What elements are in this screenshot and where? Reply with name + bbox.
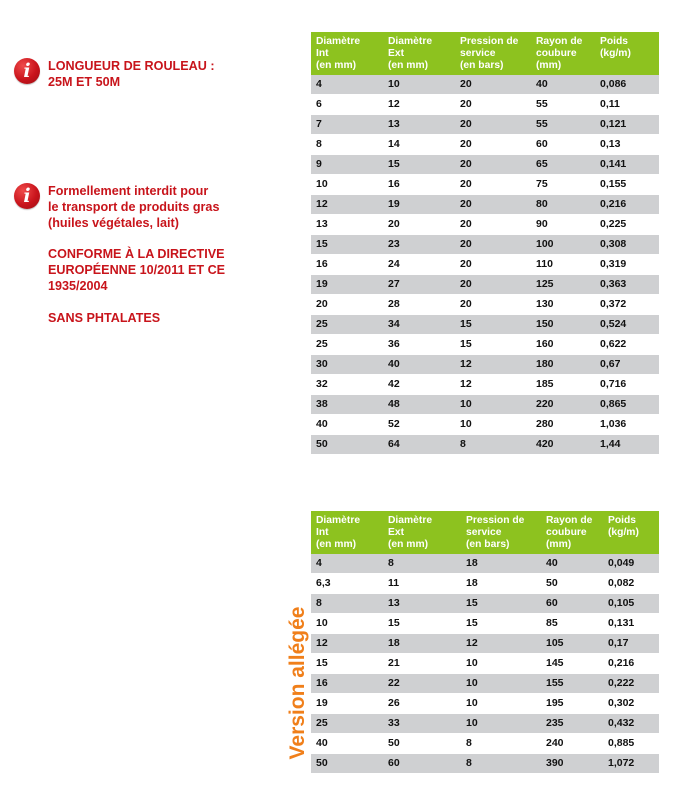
table-cell: 21 bbox=[383, 654, 461, 674]
table-cell: 0,302 bbox=[603, 694, 659, 714]
table-row bbox=[311, 155, 659, 175]
table-cell: 28 bbox=[383, 295, 455, 315]
spec-table-light bbox=[311, 511, 659, 774]
table-cell: 55 bbox=[531, 115, 595, 135]
table-cell: 20 bbox=[455, 95, 531, 115]
table-cell: 0,716 bbox=[595, 375, 659, 395]
column-header-line: (en bars) bbox=[466, 539, 510, 550]
table-row bbox=[311, 195, 659, 215]
column-header bbox=[461, 511, 541, 554]
table-cell: 130 bbox=[531, 295, 595, 315]
column-header bbox=[455, 32, 531, 75]
column-header-line: Int bbox=[316, 48, 329, 59]
table-cell: 150 bbox=[531, 315, 595, 335]
column-header-line: Pression de bbox=[460, 36, 519, 47]
table-cell: 15 bbox=[311, 654, 383, 674]
column-header-line: Rayon de bbox=[536, 36, 583, 47]
table-row bbox=[311, 135, 659, 155]
table-cell: 180 bbox=[531, 355, 595, 375]
column-header bbox=[531, 32, 595, 75]
column-header bbox=[311, 511, 383, 554]
table-cell: 0,67 bbox=[595, 355, 659, 375]
table-cell: 8 bbox=[461, 734, 541, 754]
table-row bbox=[311, 295, 659, 315]
table-cell: 0,121 bbox=[595, 115, 659, 135]
table-cell: 25 bbox=[311, 335, 383, 355]
column-header bbox=[311, 32, 383, 75]
table-cell: 12 bbox=[383, 95, 455, 115]
table-cell: 0,865 bbox=[595, 395, 659, 415]
table-cell: 55 bbox=[531, 95, 595, 115]
table-cell: 19 bbox=[311, 694, 383, 714]
table-row bbox=[311, 115, 659, 135]
table-cell: 0,216 bbox=[595, 195, 659, 215]
header-row bbox=[311, 511, 659, 554]
table-cell: 195 bbox=[541, 694, 603, 714]
table-cell: 48 bbox=[383, 395, 455, 415]
table-cell: 16 bbox=[311, 674, 383, 694]
directive-line-3: 1935/2004 bbox=[48, 279, 108, 293]
table-cell: 1,44 bbox=[595, 435, 659, 455]
table-cell: 15 bbox=[461, 594, 541, 614]
table-cell: 18 bbox=[383, 634, 461, 654]
column-header-line: Ext bbox=[388, 527, 405, 538]
table-cell: 12 bbox=[455, 355, 531, 375]
forbidden-line-1: Formellement interdit pour bbox=[48, 184, 209, 198]
table-cell: 36 bbox=[383, 335, 455, 355]
table-cell: 0,524 bbox=[595, 315, 659, 335]
table-cell: 0,13 bbox=[595, 135, 659, 155]
table-cell: 25 bbox=[311, 714, 383, 734]
table-body bbox=[311, 75, 659, 455]
table-row bbox=[311, 375, 659, 395]
table-cell: 20 bbox=[455, 215, 531, 235]
column-header-line: Poids bbox=[600, 36, 629, 47]
table-cell: 15 bbox=[383, 155, 455, 175]
table-cell: 40 bbox=[311, 734, 383, 754]
table-cell: 12 bbox=[461, 634, 541, 654]
table-cell: 50 bbox=[311, 754, 383, 774]
table-cell: 19 bbox=[311, 275, 383, 295]
table-cell: 38 bbox=[311, 395, 383, 415]
table-cell: 6,3 bbox=[311, 574, 383, 594]
table-cell: 60 bbox=[541, 594, 603, 614]
directive-line-2: EUROPÉENNE 10/2011 ET CE bbox=[48, 263, 226, 277]
table-cell: 240 bbox=[541, 734, 603, 754]
table-cell: 0,11 bbox=[595, 95, 659, 115]
table-cell: 30 bbox=[311, 355, 383, 375]
column-header-line: (mm) bbox=[546, 539, 572, 550]
table-cell: 0,086 bbox=[595, 75, 659, 95]
table-cell: 0,319 bbox=[595, 255, 659, 275]
column-header-line: Diamètre bbox=[388, 515, 433, 526]
table-row bbox=[311, 754, 659, 774]
roll-length-line-1: LONGUEUR DE ROULEAU : bbox=[48, 59, 215, 73]
table-cell: 52 bbox=[383, 415, 455, 435]
column-header bbox=[541, 511, 603, 554]
table-body bbox=[311, 554, 659, 774]
table-cell: 10 bbox=[461, 674, 541, 694]
table-cell: 20 bbox=[383, 215, 455, 235]
table-cell: 42 bbox=[383, 375, 455, 395]
table-cell: 20 bbox=[455, 195, 531, 215]
table-row bbox=[311, 75, 659, 95]
table-header bbox=[311, 511, 659, 554]
table-cell: 8 bbox=[311, 594, 383, 614]
column-header-line: Ext bbox=[388, 48, 405, 59]
column-header-line: Rayon de bbox=[546, 515, 593, 526]
table-row bbox=[311, 554, 659, 574]
table-cell: 33 bbox=[383, 714, 461, 734]
table-row bbox=[311, 215, 659, 235]
table-cell: 0,372 bbox=[595, 295, 659, 315]
table-cell: 4 bbox=[311, 75, 383, 95]
column-header-line: service bbox=[466, 527, 502, 538]
table-cell: 20 bbox=[455, 275, 531, 295]
table-cell: 8 bbox=[455, 435, 531, 455]
column-header-line: (kg/m) bbox=[600, 48, 631, 59]
table-cell: 20 bbox=[455, 295, 531, 315]
table-cell: 10 bbox=[455, 415, 531, 435]
version-label: Version allégée bbox=[286, 606, 309, 760]
table-cell: 24 bbox=[383, 255, 455, 275]
table-row bbox=[311, 175, 659, 195]
table-cell: 75 bbox=[531, 175, 595, 195]
table-cell: 20 bbox=[455, 155, 531, 175]
column-header-line: (en mm) bbox=[316, 60, 357, 71]
table-cell: 18 bbox=[461, 574, 541, 594]
table-cell: 22 bbox=[383, 674, 461, 694]
table-cell: 0,222 bbox=[603, 674, 659, 694]
info-icon: i bbox=[14, 183, 40, 209]
column-header-line: (en mm) bbox=[316, 539, 357, 550]
table-cell: 85 bbox=[541, 614, 603, 634]
directive-line-1: CONFORME À LA DIRECTIVE bbox=[48, 247, 225, 261]
table-cell: 18 bbox=[461, 554, 541, 574]
table-cell: 110 bbox=[531, 255, 595, 275]
table-cell: 40 bbox=[311, 415, 383, 435]
table-row bbox=[311, 574, 659, 594]
note-usage-text bbox=[48, 183, 288, 326]
table-cell: 10 bbox=[461, 714, 541, 734]
column-header bbox=[603, 511, 659, 554]
column-header bbox=[383, 32, 455, 75]
table-cell: 65 bbox=[531, 155, 595, 175]
table-cell: 0,141 bbox=[595, 155, 659, 175]
table-cell: 390 bbox=[541, 754, 603, 774]
table-cell: 125 bbox=[531, 275, 595, 295]
table-cell: 0,17 bbox=[603, 634, 659, 654]
column-header bbox=[383, 511, 461, 554]
table-cell: 13 bbox=[383, 594, 461, 614]
table-cell: 60 bbox=[531, 135, 595, 155]
table-cell: 7 bbox=[311, 115, 383, 135]
table-cell: 10 bbox=[461, 694, 541, 714]
table-cell: 14 bbox=[383, 135, 455, 155]
table-cell: 16 bbox=[311, 255, 383, 275]
table-cell: 12 bbox=[311, 195, 383, 215]
table-cell: 4 bbox=[311, 554, 383, 574]
table-row bbox=[311, 694, 659, 714]
table-cell: 145 bbox=[541, 654, 603, 674]
table-row bbox=[311, 95, 659, 115]
table-cell: 6 bbox=[311, 95, 383, 115]
table-cell: 0,308 bbox=[595, 235, 659, 255]
table-cell: 105 bbox=[541, 634, 603, 654]
table-cell: 0,622 bbox=[595, 335, 659, 355]
table-cell: 80 bbox=[531, 195, 595, 215]
table-cell: 20 bbox=[455, 115, 531, 135]
header-row bbox=[311, 32, 659, 75]
column-header-line: Diamètre bbox=[316, 36, 361, 47]
table-cell: 16 bbox=[383, 175, 455, 195]
column-header-line: Int bbox=[316, 527, 329, 538]
table-row bbox=[311, 255, 659, 275]
table-cell: 40 bbox=[531, 75, 595, 95]
table-cell: 0,082 bbox=[603, 574, 659, 594]
roll-length-line-2: 25M ET 50M bbox=[48, 75, 121, 89]
table-row bbox=[311, 435, 659, 455]
table-cell: 8 bbox=[311, 135, 383, 155]
spec-table-standard bbox=[311, 32, 659, 455]
table-cell: 50 bbox=[383, 734, 461, 754]
column-header-line: coubure bbox=[546, 527, 587, 538]
table-cell: 10 bbox=[311, 614, 383, 634]
table-cell: 13 bbox=[383, 115, 455, 135]
table-cell: 11 bbox=[383, 574, 461, 594]
table-cell: 0,105 bbox=[603, 594, 659, 614]
column-header-line: (kg/m) bbox=[608, 527, 639, 538]
table-cell: 0,225 bbox=[595, 215, 659, 235]
table-cell: 1,072 bbox=[603, 754, 659, 774]
table-row bbox=[311, 275, 659, 295]
table-cell: 0,049 bbox=[603, 554, 659, 574]
table-header bbox=[311, 32, 659, 75]
table-cell: 60 bbox=[383, 754, 461, 774]
table-cell: 235 bbox=[541, 714, 603, 734]
column-header-line: Diamètre bbox=[388, 36, 433, 47]
table-cell: 15 bbox=[383, 614, 461, 634]
table-row bbox=[311, 674, 659, 694]
table-cell: 160 bbox=[531, 335, 595, 355]
table-cell: 8 bbox=[461, 754, 541, 774]
table-row bbox=[311, 734, 659, 754]
table-cell: 19 bbox=[383, 195, 455, 215]
table-cell: 420 bbox=[531, 435, 595, 455]
table-row bbox=[311, 355, 659, 375]
table-row bbox=[311, 395, 659, 415]
forbidden-line-2: le transport de produits gras bbox=[48, 200, 220, 214]
column-header-line: coubure bbox=[536, 48, 577, 59]
table-cell: 0,131 bbox=[603, 614, 659, 634]
table-cell: 20 bbox=[311, 295, 383, 315]
table-row bbox=[311, 235, 659, 255]
table-cell: 155 bbox=[541, 674, 603, 694]
table-row bbox=[311, 634, 659, 654]
table-cell: 185 bbox=[531, 375, 595, 395]
phthalates-note: SANS PHTALATES bbox=[48, 311, 161, 325]
table-row bbox=[311, 714, 659, 734]
forbidden-line-3: (huiles végétales, lait) bbox=[48, 216, 179, 230]
table-cell: 0,155 bbox=[595, 175, 659, 195]
table-cell: 50 bbox=[541, 574, 603, 594]
table-row bbox=[311, 614, 659, 634]
column-header-line: (en bars) bbox=[460, 60, 504, 71]
table-cell: 40 bbox=[541, 554, 603, 574]
note-roll-length-text bbox=[48, 58, 288, 90]
table-cell: 100 bbox=[531, 235, 595, 255]
info-icon: i bbox=[14, 58, 40, 84]
table-cell: 27 bbox=[383, 275, 455, 295]
column-header-line: service bbox=[460, 48, 496, 59]
table-cell: 0,885 bbox=[603, 734, 659, 754]
table-cell: 90 bbox=[531, 215, 595, 235]
table-cell: 9 bbox=[311, 155, 383, 175]
table-cell: 10 bbox=[455, 395, 531, 415]
table-cell: 10 bbox=[461, 654, 541, 674]
column-header-line: (en mm) bbox=[388, 539, 429, 550]
column-header-line: (mm) bbox=[536, 60, 562, 71]
table-cell: 64 bbox=[383, 435, 455, 455]
table-cell: 26 bbox=[383, 694, 461, 714]
column-header-line: Poids bbox=[608, 515, 637, 526]
table-cell: 34 bbox=[383, 315, 455, 335]
table-cell: 15 bbox=[455, 315, 531, 335]
table-row bbox=[311, 315, 659, 335]
table-cell: 25 bbox=[311, 315, 383, 335]
table-cell: 23 bbox=[383, 235, 455, 255]
table-row bbox=[311, 415, 659, 435]
table-cell: 20 bbox=[455, 235, 531, 255]
column-header-line: Diamètre bbox=[316, 515, 361, 526]
table-cell: 20 bbox=[455, 175, 531, 195]
table-cell: 32 bbox=[311, 375, 383, 395]
table-cell: 10 bbox=[311, 175, 383, 195]
table-row bbox=[311, 335, 659, 355]
table-cell: 20 bbox=[455, 75, 531, 95]
table-cell: 12 bbox=[455, 375, 531, 395]
table-cell: 15 bbox=[461, 614, 541, 634]
table-cell: 8 bbox=[383, 554, 461, 574]
column-header-line: Pression de bbox=[466, 515, 525, 526]
table-cell: 0,432 bbox=[603, 714, 659, 734]
table-cell: 1,036 bbox=[595, 415, 659, 435]
table-cell: 280 bbox=[531, 415, 595, 435]
table-row bbox=[311, 594, 659, 614]
table-row bbox=[311, 654, 659, 674]
table-cell: 13 bbox=[311, 215, 383, 235]
table-cell: 220 bbox=[531, 395, 595, 415]
table-cell: 12 bbox=[311, 634, 383, 654]
table-cell: 0,216 bbox=[603, 654, 659, 674]
column-header bbox=[595, 32, 659, 75]
table-cell: 15 bbox=[311, 235, 383, 255]
table-cell: 15 bbox=[455, 335, 531, 355]
table-cell: 50 bbox=[311, 435, 383, 455]
table-cell: 10 bbox=[383, 75, 455, 95]
table-cell: 20 bbox=[455, 255, 531, 275]
column-header-line: (en mm) bbox=[388, 60, 429, 71]
table-cell: 0,363 bbox=[595, 275, 659, 295]
table-cell: 20 bbox=[455, 135, 531, 155]
table-cell: 40 bbox=[383, 355, 455, 375]
